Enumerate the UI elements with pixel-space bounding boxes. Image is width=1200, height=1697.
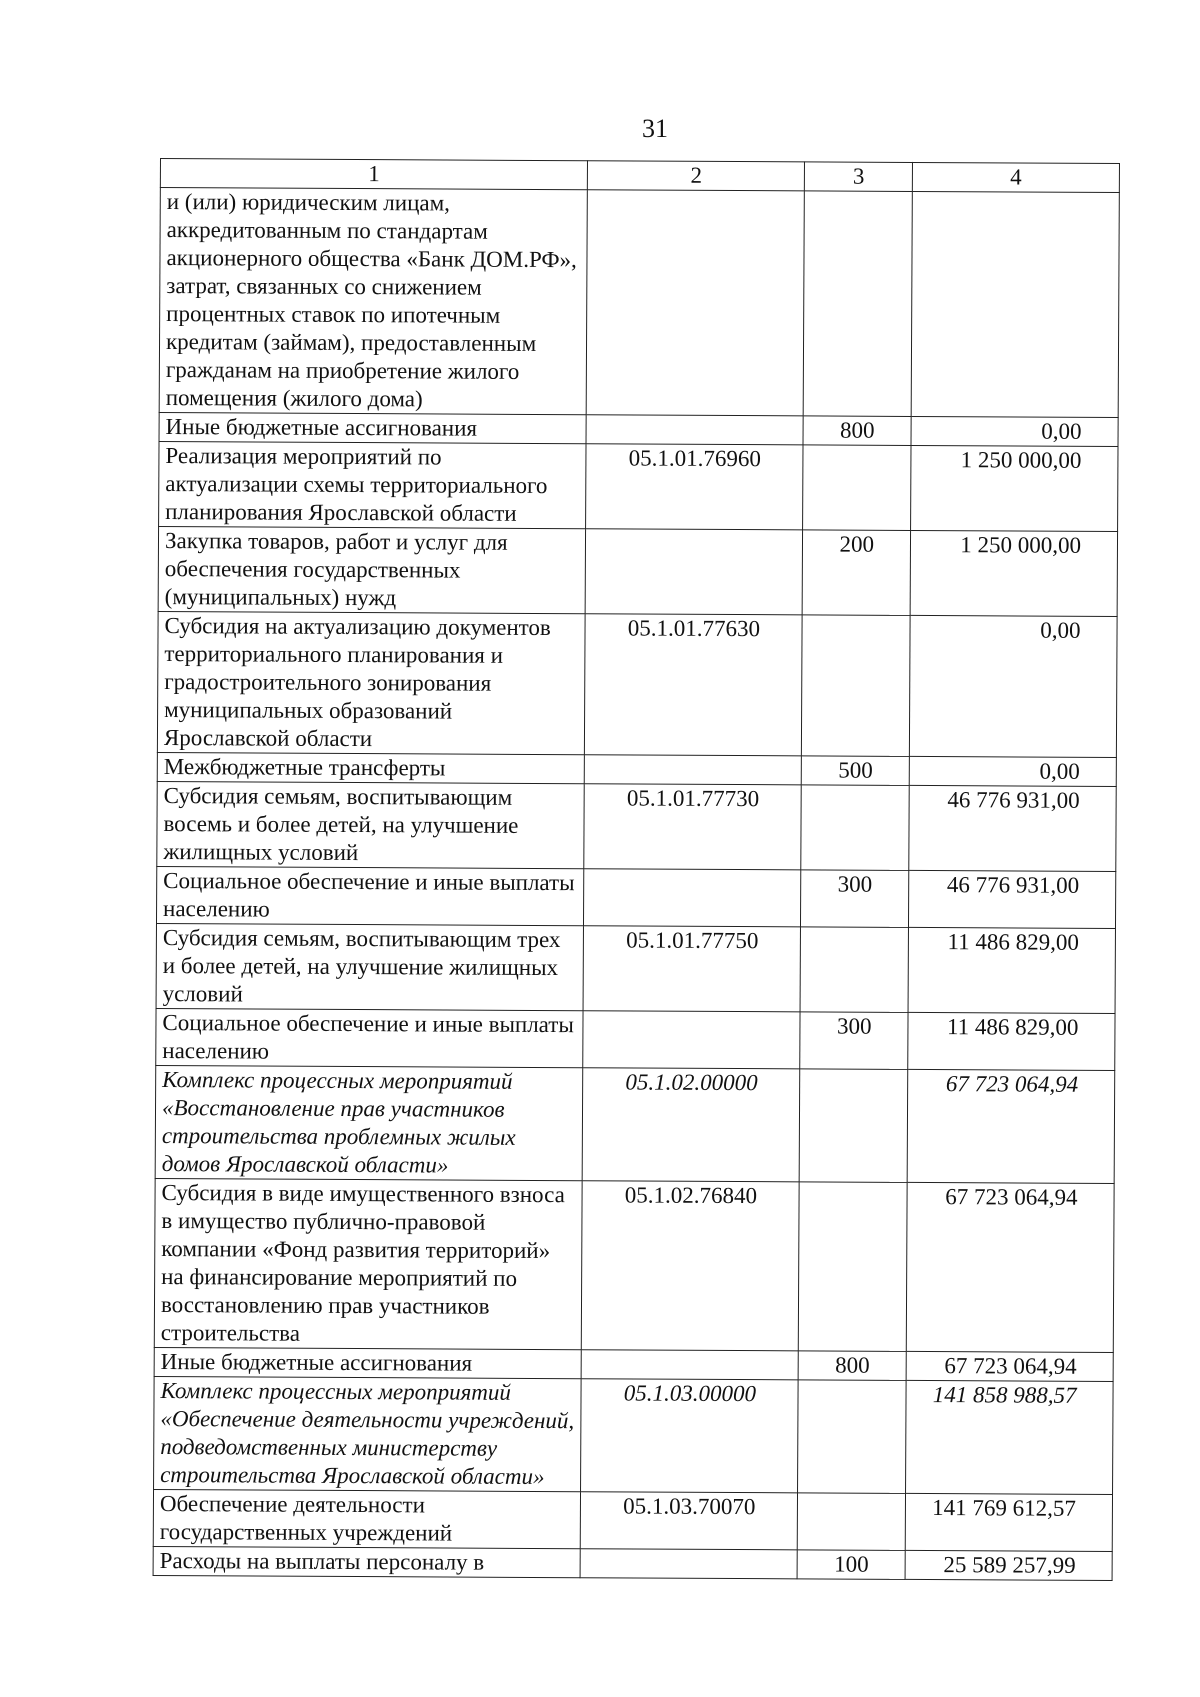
cell-amount: 11 486 829,00 (908, 927, 1115, 1013)
column-header-2: 2 (588, 161, 805, 191)
cell-amount: 0,00 (909, 615, 1117, 757)
table-row (158, 526, 1117, 616)
table-row (156, 866, 1115, 928)
table-row (157, 781, 1116, 871)
column-header-3: 3 (805, 162, 913, 192)
cell-code (584, 755, 801, 785)
cell-amount: 141 769 612,57 (905, 1493, 1112, 1551)
cell-amount: 67 723 064,94 (906, 1182, 1114, 1352)
cell-expense-type: 300 (800, 1012, 908, 1070)
table-row (155, 1065, 1115, 1183)
table-row (154, 1376, 1114, 1494)
cell-name: Социальное обеспечение и иные выплаты населению (156, 866, 584, 925)
cell-expense-type: 300 (801, 870, 909, 928)
cell-amount: 25 589 257,99 (905, 1550, 1112, 1580)
cell-amount: 46 776 931,00 (909, 785, 1116, 871)
table-row (159, 441, 1118, 531)
table-row (153, 1546, 1112, 1580)
cell-code: 05.1.03.70070 (580, 1492, 798, 1550)
cell-code: 05.1.02.76840 (582, 1181, 800, 1351)
cell-amount: 0,00 (909, 756, 1116, 786)
cell-code (583, 1011, 801, 1069)
cell-expense-type (800, 1069, 908, 1183)
cell-name: Иные бюджетные ассигнования (159, 412, 586, 443)
page-number: 31 (642, 114, 668, 143)
table-row (156, 923, 1115, 1013)
cell-expense-type (801, 785, 909, 871)
cell-code (581, 1350, 798, 1380)
table-row (153, 1489, 1112, 1551)
cell-name: Субсидия семьям, воспитывающим трех и более детей, на улучшение жилищных условий (156, 923, 584, 1010)
cell-expense-type: 100 (798, 1550, 906, 1580)
cell-name: Социальное обеспечение и иные выплаты населению (156, 1008, 584, 1067)
cell-expense-type (798, 1380, 906, 1494)
table-row (159, 188, 1119, 418)
cell-expense-type (799, 1182, 907, 1352)
cell-name: Межбюджетные трансферты (157, 752, 584, 783)
cell-name: Субсидия семьям, воспитывающим восемь и более детей, на улучшение жилищных условий (157, 781, 585, 868)
cell-code (586, 415, 803, 445)
cell-amount: 11 486 829,00 (908, 1012, 1115, 1070)
table-row (156, 1008, 1115, 1070)
cell-amount: 1 250 000,00 (911, 445, 1118, 531)
cell-name: Комплекс процессных мероприятий «Обеспечение деятельности учреждений, подведомственных министерству строительства Ярославской области» (154, 1376, 582, 1491)
cell-amount: 1 250 000,00 (910, 530, 1117, 616)
cell-code (584, 869, 802, 927)
cell-code: 05.1.01.76960 (586, 444, 804, 530)
cell-code (585, 529, 803, 615)
cell-amount: 67 723 064,94 (907, 1069, 1115, 1183)
cell-name: и (или) юридическим лицам, аккредитованным по стандартам акционерного общества «Банк ДОМ.РФ», затрат, связанных со снижением процентных ставок по ипотечным кредитам (займам), предоставленным гражданам на приобретение жилого помещения (жилого дома) (159, 188, 587, 415)
cell-amount (911, 191, 1119, 417)
cell-expense-type: 800 (803, 416, 911, 446)
cell-name: Обеспечение деятельности государственных учреждений (153, 1489, 581, 1548)
cell-name: Расходы на выплаты персоналу в (153, 1546, 580, 1577)
cell-code (580, 1549, 797, 1579)
table-row (159, 412, 1118, 446)
column-header-1: 1 (160, 159, 587, 190)
cell-name: Комплекс процессных мероприятий «Восстановление прав участников строительства проблемных жилых домов Ярославской области» (155, 1065, 583, 1180)
cell-name: Закупка товаров, работ и услуг для обеспечения государственных (муниципальных) нужд (158, 526, 586, 613)
cell-expense-type (803, 445, 911, 531)
table-row (154, 1347, 1113, 1381)
cell-amount: 67 723 064,94 (906, 1351, 1113, 1381)
cell-expense-type: 800 (799, 1351, 907, 1381)
cell-code: 05.1.03.00000 (581, 1379, 799, 1493)
column-header-4: 4 (912, 162, 1119, 192)
table-row (154, 1178, 1114, 1352)
cell-expense-type (801, 927, 909, 1013)
table-row (157, 752, 1116, 786)
cell-expense-type (804, 191, 913, 417)
cell-code: 05.1.01.77730 (584, 784, 802, 870)
cell-expense-type (802, 615, 910, 757)
table-body (153, 188, 1119, 1581)
cell-code: 05.1.01.77630 (585, 614, 803, 756)
cell-name: Иные бюджетные ассигнования (154, 1347, 581, 1378)
cell-name: Субсидия в виде имущественного взноса в имущество публично-правовой компании «Фонд развития территорий» на финансирование мероприятий по восстановлению прав участников строительства (154, 1178, 582, 1349)
cell-name: Субсидия на актуализацию документов территориального планирования и градостроительного зонирования муниципальных образований Ярославской области (157, 611, 585, 754)
cell-expense-type (798, 1493, 906, 1551)
cell-code: 05.1.01.77750 (583, 926, 801, 1012)
budget-table (153, 158, 1120, 1581)
cell-amount: 0,00 (911, 416, 1118, 446)
cell-code (586, 190, 804, 416)
cell-expense-type: 200 (803, 530, 911, 616)
table-row (157, 611, 1117, 757)
cell-amount: 46 776 931,00 (909, 870, 1116, 928)
cell-code: 05.1.02.00000 (582, 1068, 800, 1182)
cell-expense-type: 500 (802, 756, 910, 786)
cell-amount: 141 858 988,57 (906, 1380, 1114, 1494)
cell-name: Реализация мероприятий по актуализации схемы территориального планирования Ярославской области (159, 441, 587, 528)
